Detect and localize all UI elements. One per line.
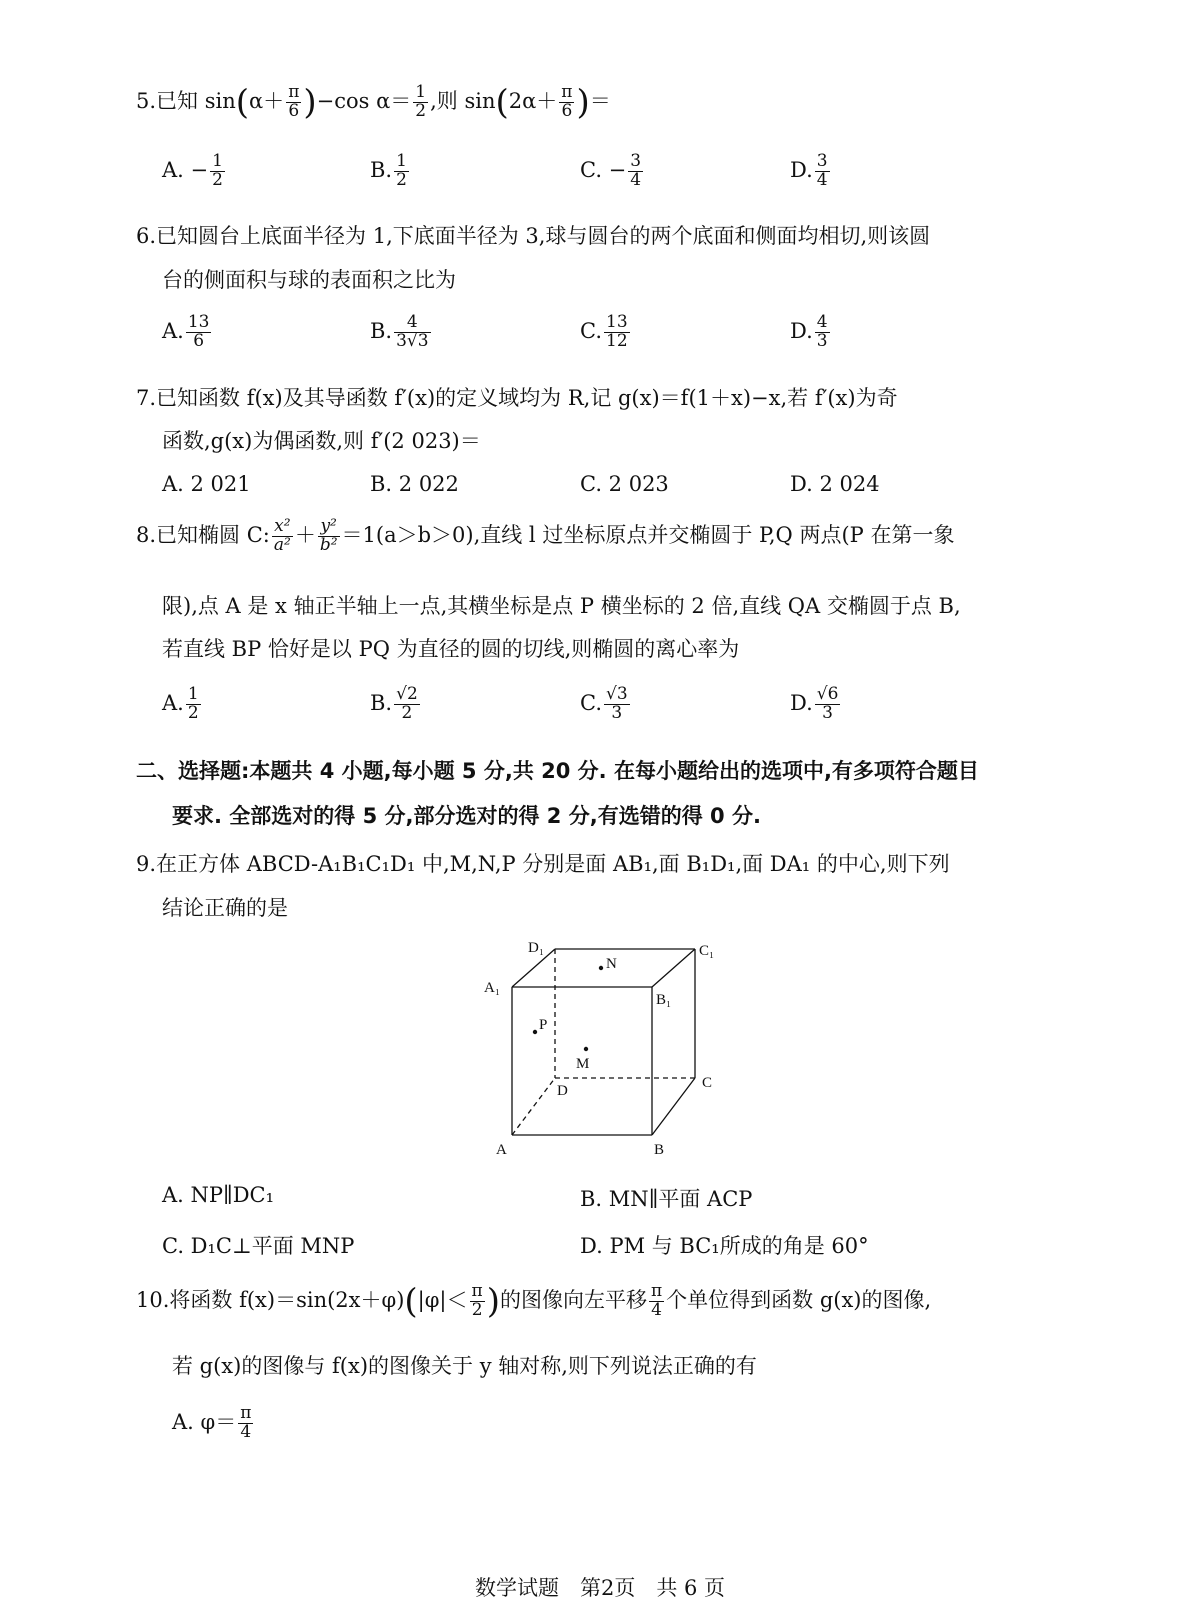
q7-option-c: C. 2 023 [580,472,669,496]
q5-stem: 5.已知 sin(α＋ $\frac{\pi}{6}$ )−cos α＝ $\frac{1}{2}$ ,则 sin(2α＋ $\frac{\pi}{6}$ )＝ [136,82,611,123]
q7-option-a: A. 2 021 [162,472,251,496]
q8-option-a: A. $\frac{1}{2}$ [162,684,199,723]
q6-line1: 6.已知圆台上底面半径为 1,下底面半径为 3,球与圆台的两个底面和侧面均相切,则该圆 [136,224,931,248]
q8-line1: 8.已知椭圆 C: $\frac{\text{x²}}{\text{a²}}$ ＋ $\frac{\text{y²}}{\text{b²}}$ ＝1(a＞b＞0),直线 l 过坐标原点并交椭圆于 P,Q 两点(P 在第一象 [136,516,955,555]
label-c: C [702,1075,713,1091]
q8-line2: 限),点 A 是 x 轴正半轴上一点,其横坐标是点 P 横坐标的 2 倍,直线 QA 交椭圆于点 B, [162,594,961,618]
section2-heading-line1: 二、选择题:本题共 4 小题,每小题 5 分,共 20 分. 在每小题给出的选项中,有多项符合题目 [136,759,979,783]
edge-bc [652,1078,695,1135]
label-a1: A₁ [484,980,501,996]
edge-b1c1 [652,949,695,987]
q8-line3: 若直线 BP 恰好是以 PQ 为直径的圆的切线,则椭圆的离心率为 [162,637,740,661]
q6-option-a: A. $\frac{13}{6}$ [162,312,210,351]
q10-line1: 10.将函数 f(x)＝sin(2x＋φ)(|φ|＜ $\frac{\pi}{2}$ )的图像向左平移 $\frac{\pi}{4}$ 个单位得到函数 g(x)的图像, [136,1281,932,1322]
label-d1: D₁ [528,940,545,956]
q5-option-b: B. $\frac{1}{2}$ [370,151,407,190]
q7-line1: 7.已知函数 f(x)及其导函数 f′(x)的定义域均为 R,记 g(x)＝f(1＋x)−x,若 f′(x)为奇 [136,386,898,410]
q6-option-d: D. $\frac{4}{3}$ [790,312,828,351]
q7-option-d: D. 2 024 [790,472,880,496]
label-m: M [576,1056,590,1072]
q9-option-d: D. PM 与 BC₁所成的角是 60° [580,1234,869,1258]
q6-line2: 台的侧面积与球的表面积之比为 [162,268,456,292]
label-p: P [539,1017,548,1033]
q8-option-b: B. $\frac{√2}{2}$ [370,684,418,723]
label-b: B [654,1142,665,1158]
q9-option-c: C. D₁C⊥平面 MNP [162,1234,355,1258]
q10-line2: 若 g(x)的图像与 f(x)的图像关于 y 轴对称,则下列说法正确的有 [172,1354,757,1378]
label-a: A [496,1142,507,1158]
label-b1: B₁ [656,992,672,1008]
point-p [533,1030,537,1034]
q5-option-c: C. − $\frac{3}{4}$ [580,151,642,190]
label-c1: C₁ [699,943,715,959]
q10-option-a: A. φ＝ $\frac{\pi}{4}$ [172,1403,252,1442]
q9-option-a: A. NP∥DC₁ [162,1183,275,1207]
page-footer: 数学试题 第2页 共 6 页 [474,1576,726,1600]
label-d: D [557,1083,568,1099]
q9-line2: 结论正确的是 [162,896,288,920]
section2-heading-line2: 要求. 全部选对的得 5 分,部分选对的得 2 分,有选错的得 0 分. [172,804,761,828]
point-n [599,966,603,970]
q6-option-b: B. $\frac{4}{3√3}$ [370,312,429,351]
q8-option-d: D. $\frac{√6}{3}$ [790,684,839,723]
point-m [584,1047,588,1051]
q9-line1: 9.在正方体 ABCD-A₁B₁C₁D₁ 中,M,N,P 分别是面 AB₁,面 B₁D₁,面 DA₁ 的中心,则下列 [136,852,950,876]
q5-option-d: D. $\frac{3}{4}$ [790,151,828,190]
label-n: N [606,956,617,972]
q5-option-a: A. − $\frac{1}{2}$ [162,151,223,190]
q7-line2: 函数,g(x)为偶函数,则 f′(2 023)＝ [162,429,481,453]
q8-option-c: C. $\frac{√3}{3}$ [580,684,628,723]
q6-option-c: C. $\frac{13}{12}$ [580,312,628,351]
edge-ad [512,1078,555,1135]
q9-option-b: B. MN∥平面 ACP [580,1187,753,1211]
q7-option-b: B. 2 022 [370,472,459,496]
cube-figure [470,930,740,1170]
